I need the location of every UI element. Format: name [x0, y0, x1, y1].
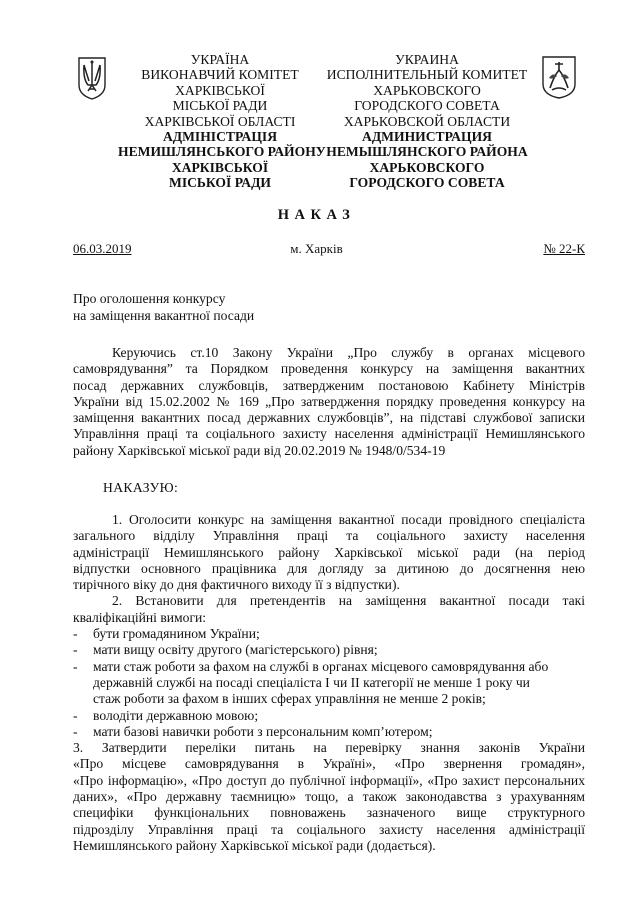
- subject-line: Про оголошення конкурсу: [73, 291, 226, 306]
- nakazuyu-heading: НАКАЗУЮ:: [103, 480, 179, 495]
- ukraine-trident-icon: [77, 55, 107, 101]
- header-line: МІСЬКОЇ РАДИ: [172, 98, 268, 114]
- order-number: № 22-К: [543, 241, 585, 256]
- text-line: 1. Оголосити конкурс на заміщення вакантної посади провідного спеціаліста: [112, 512, 585, 527]
- requirement-text: державній службі на посаді спеціаліста I чи II категорії не менше 1 року чи: [93, 674, 530, 690]
- requirement-item: [73, 642, 585, 658]
- requirement-text: бути громадянином України;: [93, 626, 260, 642]
- requirement-item: [73, 626, 585, 642]
- header-line-bold: НЕМИШЛЯНСЬКОГО РАЙОНУ: [118, 144, 326, 160]
- requirement-text: мати стаж роботи за фахом на службі в органах місцевого самоврядування або: [93, 658, 549, 674]
- header-line: УКРАИНА: [395, 52, 459, 67]
- header-line: ВИКОНАВЧИЙ КОМІТЕТ: [141, 67, 299, 83]
- header-russian: [322, 52, 532, 191]
- text-line: адміністрації Немишлянського району Харківської міської ради (на період: [73, 544, 585, 560]
- text-line: посад державних службовців, затвердженим постановою Кабінету Міністрів: [73, 377, 585, 393]
- text-line: підрозділу Управління праці та соціального захисту населення адміністрації: [73, 821, 585, 837]
- header-line-bold: ГОРОДСКОГО СОВЕТА: [349, 175, 505, 191]
- requirement-item: [73, 659, 585, 675]
- header-line-bold: МІСЬКОЇ РАДИ: [168, 175, 271, 191]
- text-line: України від 15.02.2002 № 169 „Про затвердження порядку проведення конкурсу на: [73, 393, 585, 409]
- order-date: 06.03.2019: [73, 241, 132, 256]
- dash-marker: -: [73, 707, 78, 723]
- dash-marker: -: [73, 642, 78, 658]
- requirement-text: володіти державною мовою;: [93, 707, 259, 723]
- requirement-item: [73, 708, 585, 724]
- text-line: специфіки функціональних повноважень зазначеного вище структурного: [73, 805, 585, 821]
- dash-marker: -: [73, 658, 78, 674]
- text-line: кваліфікаційні вимоги:: [73, 609, 207, 625]
- text-line: 2. Встановити для претендентів на заміщення вакантної посади такі: [112, 593, 585, 609]
- requirement-text: стаж роботи за фахом в інших сферах управління не менше 2 років;: [93, 691, 486, 707]
- header-line-bold: НЕМЫШЛЯНСКОГО РАЙОНА: [326, 144, 528, 160]
- text-line: даних», «Про державну таємницю» тощо, а також законодавства з урахуванням: [73, 789, 585, 805]
- dash-marker: -: [73, 723, 78, 739]
- header-line-bold: ХАРКІВСЬКОЇ: [171, 159, 269, 175]
- requirement-text: мати вищу освіту другого (магістерського) рівня;: [93, 642, 378, 658]
- text-line: Управління праці та соціального захисту населення адміністрації Немишлянського: [73, 426, 585, 442]
- text-line: відпустки основного працівника для догляду за дитиною до досягнення нею: [73, 560, 585, 576]
- header-line: ХАРЬКОВСКОГО: [373, 82, 481, 98]
- header-line: УКРАЇНА: [190, 52, 250, 67]
- header-line: ИСПОЛНИТЕЛЬНЫЙ КОМИТЕТ: [326, 67, 528, 83]
- text-line: «Про місцеве самоврядування в Україні», «Про звернення громадян»,: [73, 756, 585, 772]
- text-line: тирічного віку до дня фактичного виходу її з відпустки).: [73, 577, 400, 593]
- text-line: заміщення вакантних посад державних службовців”, на підставі службової записки: [73, 410, 585, 426]
- text-line: 3. Затвердити переліки питань на перевірку знання законів України: [73, 740, 585, 756]
- header-ukrainian: [118, 52, 326, 191]
- text-line: району Харківської міської ради від 20.02.2019 № 1948/0/534-19: [73, 442, 446, 458]
- requirement-item: [73, 724, 585, 740]
- text-line: загального відділу Управління праці та соціального захисту населення: [73, 528, 585, 544]
- header-line: ГОРОДСКОГО СОВЕТА: [354, 98, 500, 114]
- header-line: ХАРКІВСЬКОЇ ОБЛАСТІ: [144, 113, 296, 129]
- order-items: [73, 512, 585, 854]
- header-line: ХАРЬКОВСКОЙ ОБЛАСТИ: [343, 113, 511, 129]
- header-line: ХАРКІВСЬКОЇ: [175, 82, 265, 98]
- header-line-bold: АДМІНІСТРАЦІЯ: [162, 129, 278, 145]
- header-line-bold: ХАРЬКОВСКОГО: [369, 159, 485, 175]
- text-line: самоврядування” та Порядком проведення конкурсу на заміщення вакантних: [73, 361, 585, 377]
- text-line: «Про інформацію», «Про доступ до публічної інформації», «Про захист персональних: [73, 772, 585, 788]
- order-city: м. Харків: [290, 241, 343, 256]
- text-line: Керуючись ст.10 Закону України „Про службу в органах місцевого: [112, 345, 585, 360]
- subject-line: на заміщення вакантної посади: [73, 307, 255, 323]
- preamble-paragraph: [73, 345, 585, 459]
- dash-marker: -: [73, 626, 78, 642]
- text-line: Немишлянського району Харківської міської ради (додається).: [73, 837, 436, 853]
- requirement-text: мати базові навички роботи з персональним комп’ютером;: [93, 723, 433, 739]
- header-line-bold: АДМИНИСТРАЦИЯ: [362, 129, 492, 145]
- kharkiv-coat-of-arms-icon: [540, 54, 578, 100]
- document-title: НАКАЗ: [277, 207, 356, 223]
- order-subject: [73, 291, 254, 324]
